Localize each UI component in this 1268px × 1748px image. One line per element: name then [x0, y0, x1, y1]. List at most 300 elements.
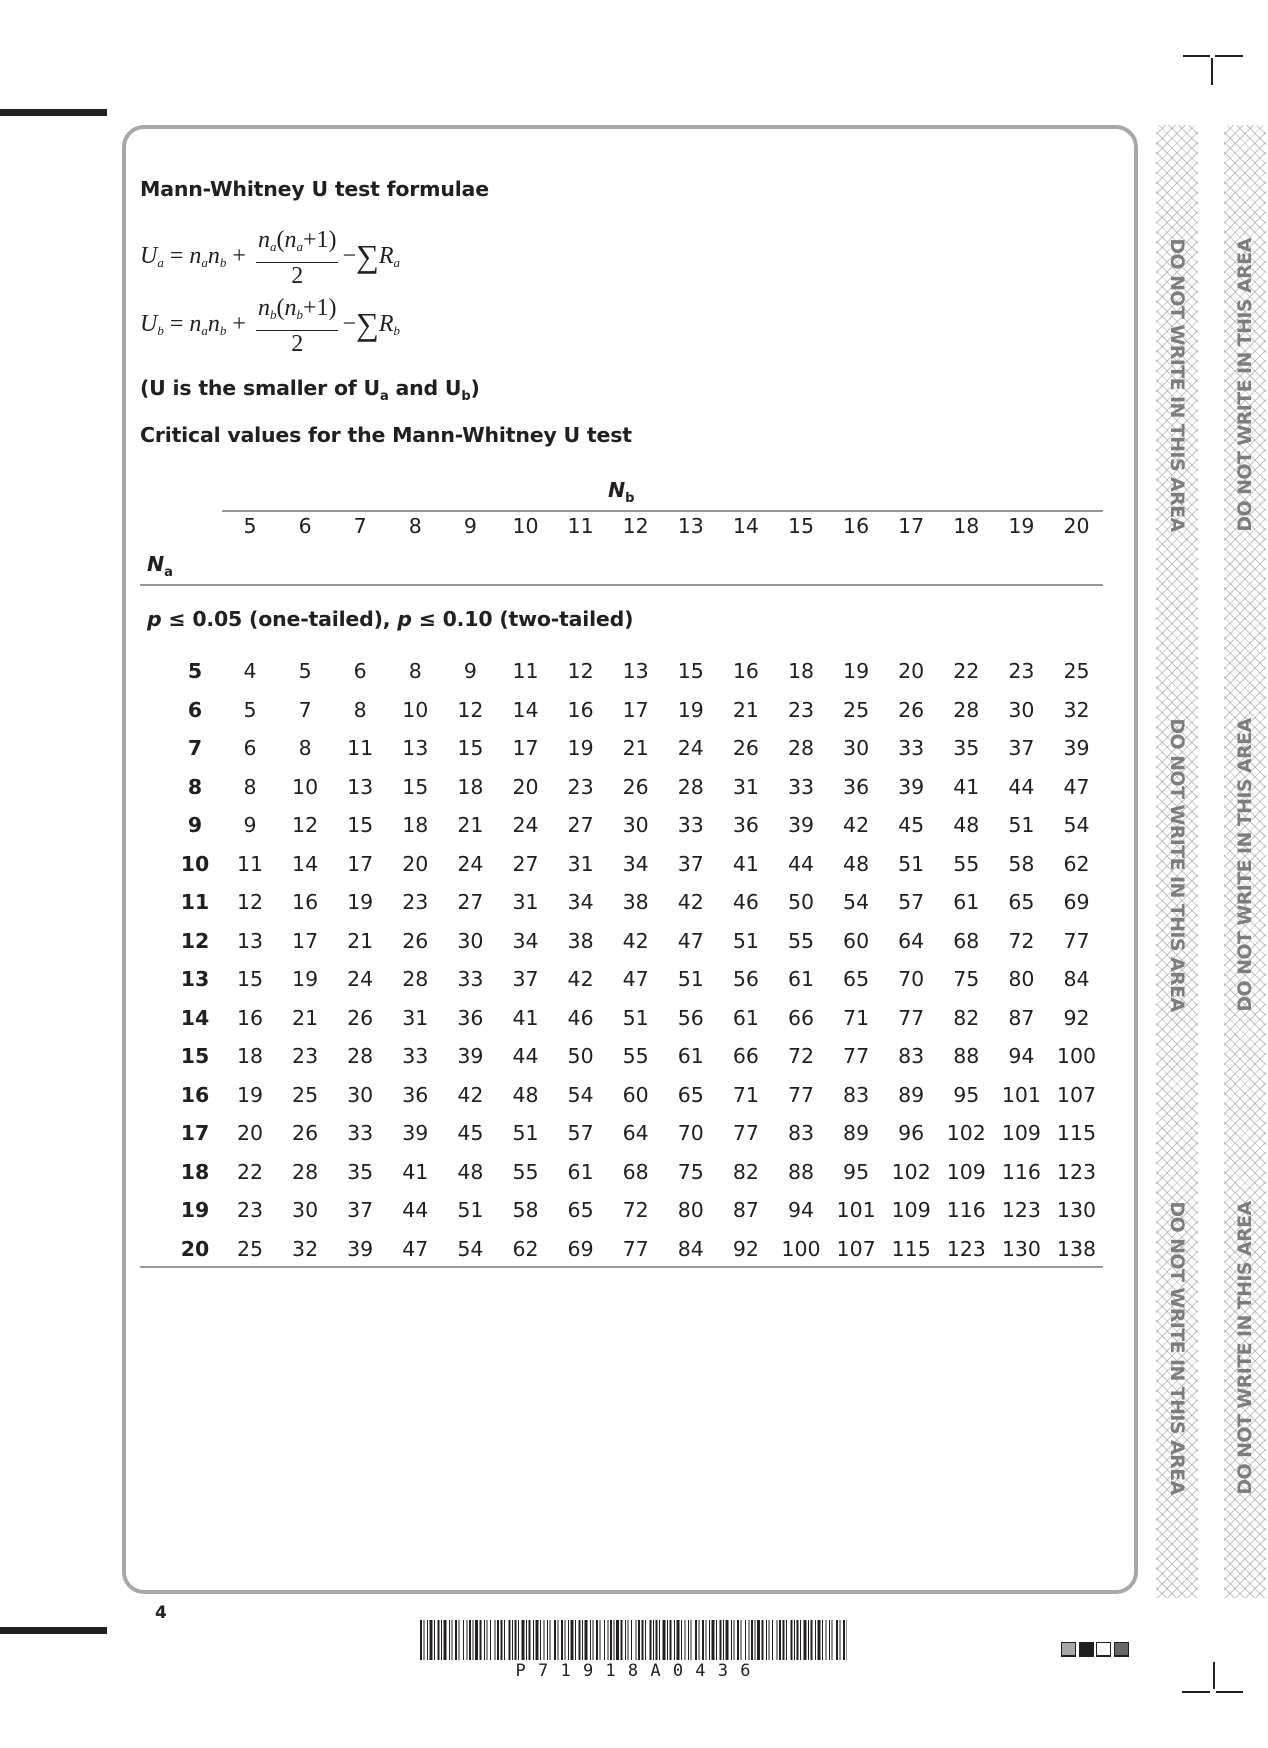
barcode-bar — [438, 1620, 440, 1660]
column-header: 9 — [463, 514, 477, 538]
barcode-bar — [533, 1620, 534, 1660]
table-cell: 5 — [298, 659, 312, 683]
table-cell: 36 — [457, 1005, 484, 1030]
barcode-bar — [804, 1620, 807, 1660]
barcode-bar — [659, 1620, 660, 1660]
table-cell: 50 — [787, 890, 815, 914]
table-cell: 44 — [512, 1044, 539, 1068]
table-cell: 48 — [457, 1159, 484, 1184]
barcode-bar — [596, 1620, 598, 1660]
barcode-bar — [783, 1620, 785, 1660]
column-header: 5 — [243, 514, 257, 538]
side-warning: DO NOT WRITE IN THIS AREA — [1166, 718, 1188, 1012]
color-swatch — [1114, 1642, 1129, 1657]
row-header: 17 — [180, 1121, 210, 1145]
table-cell: 15 — [236, 967, 264, 991]
column-header: 13 — [677, 514, 704, 538]
row-header: 14 — [180, 1005, 210, 1030]
barcode-bar — [463, 1620, 464, 1660]
table-cell: 14 — [292, 851, 319, 876]
table-cell: 39 — [1063, 736, 1090, 760]
barcode-bar — [667, 1620, 668, 1660]
barcode-bar — [497, 1620, 499, 1660]
sigma-symbol: ∑ — [356, 306, 379, 343]
table-cell: 16 — [567, 697, 594, 722]
table-cell: 61 — [677, 1044, 704, 1068]
table-cell: 27 — [457, 890, 484, 914]
barcode-bar — [836, 1620, 838, 1660]
barcode-bar — [772, 1620, 773, 1660]
table-cell: 72 — [1008, 928, 1035, 953]
table-cell: 48 — [512, 1082, 539, 1107]
barcode-bar — [751, 1620, 753, 1660]
table-cell: 84 — [677, 1236, 704, 1261]
table-cell: 115 — [891, 1236, 931, 1261]
table-cell: 41 — [953, 774, 980, 799]
table-cell: 23 — [236, 1198, 264, 1222]
crop-mark-bottom-left — [0, 1627, 107, 1634]
table-cell: 21 — [347, 928, 374, 953]
table-cell: 39 — [787, 813, 815, 837]
barcode-bar — [826, 1620, 827, 1660]
table-cell: 11 — [236, 851, 264, 876]
table-cell: 77 — [787, 1082, 815, 1107]
table-cell: 38 — [622, 890, 649, 914]
table-cell: 62 — [512, 1236, 539, 1261]
side-warning: DO NOT WRITE IN THIS AREA — [1234, 238, 1256, 532]
table-cell: 25 — [236, 1236, 264, 1261]
barcode-bar — [840, 1620, 841, 1660]
barcode-bar — [628, 1620, 629, 1660]
side-warning: DO NOT WRITE IN THIS AREA — [1234, 1201, 1256, 1495]
barcode-bar — [677, 1620, 680, 1660]
barcode-bar — [638, 1620, 640, 1660]
table-cell: 68 — [622, 1159, 649, 1184]
barcode-bar — [467, 1620, 468, 1660]
column-header: 20 — [1063, 514, 1090, 538]
table-cell: 9 — [243, 813, 257, 837]
barcode-bar — [616, 1620, 619, 1660]
barcode-bar — [731, 1620, 732, 1660]
barcode-bar — [794, 1620, 795, 1660]
barcode-bar — [749, 1620, 750, 1660]
table-cell: 50 — [567, 1044, 594, 1068]
table-cell: 23 — [787, 697, 815, 722]
table-cell: 54 — [457, 1236, 484, 1261]
table-cell: 72 — [787, 1044, 815, 1068]
table-cell: 77 — [732, 1121, 759, 1145]
table-cell: 24 — [457, 851, 484, 876]
table-cell: 65 — [1008, 890, 1035, 914]
barcode-bar — [695, 1620, 697, 1660]
table-cell: 20 — [402, 851, 429, 876]
table-cell: 123 — [946, 1236, 986, 1261]
table-cell: 8 — [353, 697, 367, 722]
table-cell: 41 — [732, 851, 759, 876]
column-header: 11 — [567, 514, 594, 538]
table-cell: 61 — [567, 1159, 594, 1184]
table-cell: 46 — [567, 1005, 594, 1030]
barcode-bar — [808, 1620, 809, 1660]
table-cell: 25 — [843, 697, 870, 722]
table-cell: 25 — [1063, 659, 1090, 683]
barcode-bar — [737, 1620, 739, 1660]
barcode-bar — [487, 1620, 488, 1660]
table-cell: 21 — [622, 736, 649, 760]
row-header: 7 — [187, 736, 203, 760]
table-cell: 28 — [787, 736, 815, 760]
barcode-bar — [847, 1620, 848, 1660]
table-cell: 10 — [402, 697, 429, 722]
table-cell: 56 — [732, 967, 759, 991]
table-cell: 89 — [843, 1121, 870, 1145]
table-cell: 77 — [898, 1005, 925, 1030]
barcode-bar — [430, 1620, 433, 1660]
side-warning: DO NOT WRITE IN THIS AREA — [1234, 718, 1256, 1012]
barcode-bar — [685, 1620, 686, 1660]
table-cell: 107 — [836, 1236, 876, 1261]
table-cell: 20 — [512, 774, 539, 799]
table-cell: 100 — [1056, 1044, 1097, 1068]
table-cell: 58 — [1008, 851, 1035, 876]
table-cell: 37 — [512, 967, 539, 991]
table-cell: 21 — [732, 697, 759, 722]
table-cell: 13 — [402, 736, 429, 760]
table-cell: 45 — [457, 1121, 484, 1145]
barcode-bar — [558, 1620, 559, 1660]
table-cell: 34 — [622, 851, 649, 876]
table-cell: 8 — [298, 736, 312, 760]
barcode-bar — [745, 1620, 746, 1660]
table-cell: 75 — [677, 1159, 704, 1184]
barcode-bar — [688, 1620, 689, 1660]
barcode-bar — [585, 1620, 588, 1660]
table-cell: 64 — [622, 1121, 649, 1145]
row-header: 13 — [180, 967, 210, 991]
table-cell: 17 — [347, 851, 374, 876]
side-warning: DO NOT WRITE IN THIS AREA — [1166, 1201, 1188, 1495]
row-axis-label: $N_a$ — [147, 552, 173, 581]
barcode-bar — [716, 1620, 717, 1660]
table-cell: 95 — [953, 1082, 980, 1107]
table-cell: 44 — [402, 1198, 429, 1222]
table-cell: 35 — [953, 736, 980, 760]
table-cell: 34 — [512, 928, 539, 953]
barcode-bar — [691, 1620, 692, 1660]
column-header: 7 — [353, 514, 367, 538]
column-header: 18 — [953, 514, 980, 538]
table-cell: 38 — [567, 928, 594, 953]
table-cell: 41 — [512, 1005, 539, 1030]
table-cell: 30 — [1008, 697, 1035, 722]
table-cell: 4 — [243, 659, 257, 683]
barcode-bar — [515, 1620, 517, 1660]
table-cell: 65 — [567, 1198, 594, 1222]
table-cell: 87 — [732, 1198, 759, 1222]
table-cell: 23 — [402, 890, 429, 914]
table-cell: 12 — [292, 813, 319, 837]
table-cell: 12 — [567, 659, 594, 683]
table-cell: 101 — [836, 1198, 876, 1222]
table-cell: 37 — [1008, 736, 1035, 760]
table-cell: 130 — [1001, 1236, 1041, 1261]
table-cell: 51 — [512, 1121, 539, 1145]
table-cell: 7 — [298, 697, 312, 722]
barcode-bar — [568, 1620, 569, 1660]
barcode-bar — [501, 1620, 503, 1660]
table-cell: 102 — [891, 1159, 931, 1184]
table-cell: 116 — [946, 1198, 986, 1222]
table-cell: 65 — [677, 1082, 704, 1107]
barcode-bar — [571, 1620, 574, 1660]
barcode-bar — [536, 1620, 539, 1660]
barcode-bar — [631, 1620, 632, 1660]
barcode-bar — [712, 1620, 715, 1660]
row-header: 10 — [180, 851, 210, 876]
table-cell: 28 — [347, 1044, 374, 1068]
table-cell: 21 — [457, 813, 484, 837]
barcode-bar — [575, 1620, 576, 1660]
table-cell: 94 — [1008, 1044, 1035, 1068]
color-swatch — [1061, 1642, 1076, 1657]
table-cell: 30 — [457, 928, 484, 953]
barcode-bar — [469, 1620, 471, 1660]
significance-label: p ≤ 0.05 (one-tailed), p ≤ 0.10 (two-tailed) — [147, 607, 634, 631]
table-cell: 70 — [898, 967, 925, 991]
barcode-bar — [811, 1620, 813, 1660]
barcode-bar — [475, 1620, 478, 1660]
table-cell: 83 — [898, 1044, 925, 1068]
table-cell: 16 — [292, 890, 319, 914]
barcode-bar — [420, 1620, 422, 1660]
table-cell: 55 — [787, 928, 815, 953]
barcode-bar — [582, 1620, 583, 1660]
barcode-bar — [540, 1620, 541, 1660]
table-cell: 22 — [236, 1159, 264, 1184]
table-cell: 68 — [953, 928, 980, 953]
barcode-bar — [636, 1620, 637, 1660]
table-cell: 13 — [236, 928, 264, 953]
barcode-bar — [762, 1620, 764, 1660]
row-header: 9 — [187, 813, 203, 837]
table-cell: 19 — [677, 697, 704, 722]
barcode-bar — [590, 1620, 591, 1660]
table-cell: 115 — [1056, 1121, 1097, 1145]
barcode-bar — [818, 1620, 821, 1660]
column-header: 17 — [898, 514, 925, 538]
table-cell: 35 — [347, 1159, 374, 1184]
barcode-bar — [484, 1620, 485, 1660]
table-cell: 88 — [953, 1044, 980, 1068]
column-header: 12 — [622, 514, 649, 538]
table-cell: 71 — [732, 1082, 759, 1107]
table-cell: 69 — [567, 1236, 594, 1261]
table-cell: 26 — [292, 1121, 319, 1145]
table-cell: 62 — [1063, 851, 1090, 876]
table-cell: 32 — [292, 1236, 319, 1261]
barcode-bar — [681, 1620, 682, 1660]
column-header: 14 — [732, 514, 759, 538]
table-cell: 80 — [1008, 967, 1035, 991]
table-cell: 61 — [787, 967, 815, 991]
barcode-bar — [829, 1620, 830, 1660]
formulae-title: Mann-Whitney U test formulae — [140, 177, 489, 201]
table-cell: 27 — [567, 813, 594, 837]
barcode-bar — [797, 1620, 799, 1660]
u-definition-note: (U is the smaller of $U_a$ and $U_b$) — [140, 376, 480, 405]
barcode-bar — [822, 1620, 823, 1660]
barcode-bar — [734, 1620, 735, 1660]
barcode-bar — [699, 1620, 700, 1660]
barcode-bar — [702, 1620, 704, 1660]
barcode-bar — [449, 1620, 450, 1660]
table-cell: 22 — [953, 659, 980, 683]
formula-ua: $U_a = n_an_b$ + $\frac{n_a(n_a+1)}{2}$ $-\sum R_a$ — [140, 227, 401, 289]
barcode-bar — [653, 1620, 654, 1660]
barcode-bar — [720, 1620, 722, 1660]
column-header: 6 — [298, 514, 312, 538]
barcode-bar — [766, 1620, 767, 1660]
table-cell: 9 — [463, 659, 477, 683]
table-cell: 42 — [567, 967, 594, 991]
table-cell: 60 — [622, 1082, 649, 1107]
barcode-bar — [650, 1620, 652, 1660]
table-cell: 51 — [622, 1005, 649, 1030]
table-cell: 12 — [457, 697, 484, 722]
table-cell: 46 — [732, 890, 759, 914]
side-warning: DO NOT WRITE IN THIS AREA — [1166, 238, 1188, 532]
column-header: 10 — [512, 514, 539, 538]
table-cell: 47 — [677, 928, 704, 953]
table-cell: 83 — [843, 1082, 870, 1107]
table-cell: 19 — [236, 1082, 264, 1107]
table-cell: 31 — [567, 851, 594, 876]
table-cell: 10 — [292, 774, 319, 799]
barcode-bar — [512, 1620, 513, 1660]
barcode-bar — [786, 1620, 787, 1660]
table-cell: 39 — [457, 1044, 484, 1068]
table-cell: 42 — [677, 890, 704, 914]
table-cell: 18 — [787, 659, 815, 683]
table-cell: 41 — [402, 1159, 429, 1184]
table-cell: 42 — [622, 928, 649, 953]
table-cell: 24 — [512, 813, 539, 837]
column-axis-label: $N_b$ — [608, 478, 635, 507]
table-cell: 39 — [898, 774, 925, 799]
fraction: $\frac{n_b(n_b+1)}{2}$ — [257, 295, 337, 357]
table-cell: 51 — [898, 851, 925, 876]
table-cell: 30 — [622, 813, 649, 837]
table-cell: 23 — [292, 1044, 319, 1068]
color-swatch — [1096, 1642, 1111, 1657]
table-cell: 48 — [843, 851, 870, 876]
barcode-bar — [757, 1620, 760, 1660]
barcode-bar — [529, 1620, 531, 1660]
table-cell: 15 — [677, 659, 704, 683]
table-cell: 42 — [843, 813, 870, 837]
table-cell: 13 — [622, 659, 649, 683]
table-cell: 26 — [347, 1005, 374, 1030]
barcode-bar — [800, 1620, 801, 1660]
table-cell: 6 — [353, 659, 367, 683]
table-cell: 64 — [898, 928, 925, 953]
table-cell: 19 — [567, 736, 594, 760]
table-cell: 70 — [677, 1121, 704, 1145]
table-cell: 83 — [787, 1121, 815, 1145]
table-cell: 37 — [347, 1198, 374, 1222]
barcode-bar — [791, 1620, 793, 1660]
table-cell: 107 — [1056, 1082, 1097, 1107]
barcode-bar — [741, 1620, 742, 1660]
row-header: 8 — [187, 774, 203, 799]
column-header: 8 — [408, 514, 422, 538]
table-cell: 138 — [1056, 1236, 1097, 1261]
table-cell: 28 — [402, 967, 429, 991]
color-swatch — [1079, 1642, 1094, 1657]
table-cell: 33 — [347, 1121, 374, 1145]
table-cell: 92 — [732, 1236, 759, 1261]
barcode-bar — [777, 1620, 778, 1660]
table-cell: 16 — [236, 1005, 264, 1030]
barcode-bar — [625, 1620, 626, 1660]
table-cell: 57 — [898, 890, 925, 914]
barcode-bar — [600, 1620, 601, 1660]
barcode-bar — [526, 1620, 527, 1660]
barcode-bar — [490, 1620, 491, 1660]
table-cell: 87 — [1008, 1005, 1035, 1030]
table-cell: 56 — [677, 1005, 704, 1030]
column-header: 16 — [843, 514, 870, 538]
table-cell: 89 — [898, 1082, 925, 1107]
barcode-bar — [656, 1620, 658, 1660]
table-cell: 5 — [243, 697, 257, 722]
barcode-bar — [424, 1620, 425, 1660]
table-cell: 34 — [567, 890, 594, 914]
table-cell: 19 — [292, 967, 319, 991]
barcode-bar — [604, 1620, 605, 1660]
table-cell: 20 — [236, 1121, 264, 1145]
table-cell: 69 — [1063, 890, 1090, 914]
barcode-bar — [670, 1620, 672, 1660]
table-cell: 65 — [843, 967, 870, 991]
table-cell: 36 — [843, 774, 870, 799]
table-cell: 19 — [347, 890, 374, 914]
row-header: 18 — [180, 1159, 210, 1184]
table-cell: 54 — [843, 890, 870, 914]
table-cell: 17 — [292, 928, 319, 953]
table-cell: 66 — [787, 1005, 815, 1030]
column-header: 15 — [787, 514, 815, 538]
table-cell: 36 — [402, 1082, 429, 1107]
barcode-bar — [544, 1620, 545, 1660]
table-cell: 33 — [457, 967, 484, 991]
table-cell: 71 — [843, 1005, 870, 1030]
barcode-bar — [452, 1620, 453, 1660]
table-cell: 123 — [1001, 1198, 1041, 1222]
table-cell: 26 — [402, 928, 429, 953]
barcode-bar — [593, 1620, 594, 1660]
table-cell: 61 — [732, 1005, 759, 1030]
table-rule-mid — [140, 584, 1103, 586]
row-header: 12 — [180, 928, 210, 953]
table-cell: 11 — [512, 659, 539, 683]
table-cell: 24 — [347, 967, 374, 991]
table-cell: 21 — [292, 1005, 319, 1030]
table-cell: 31 — [402, 1005, 429, 1030]
row-header: 11 — [180, 890, 210, 914]
barcode-bar — [706, 1620, 707, 1660]
table-cell: 33 — [402, 1044, 429, 1068]
